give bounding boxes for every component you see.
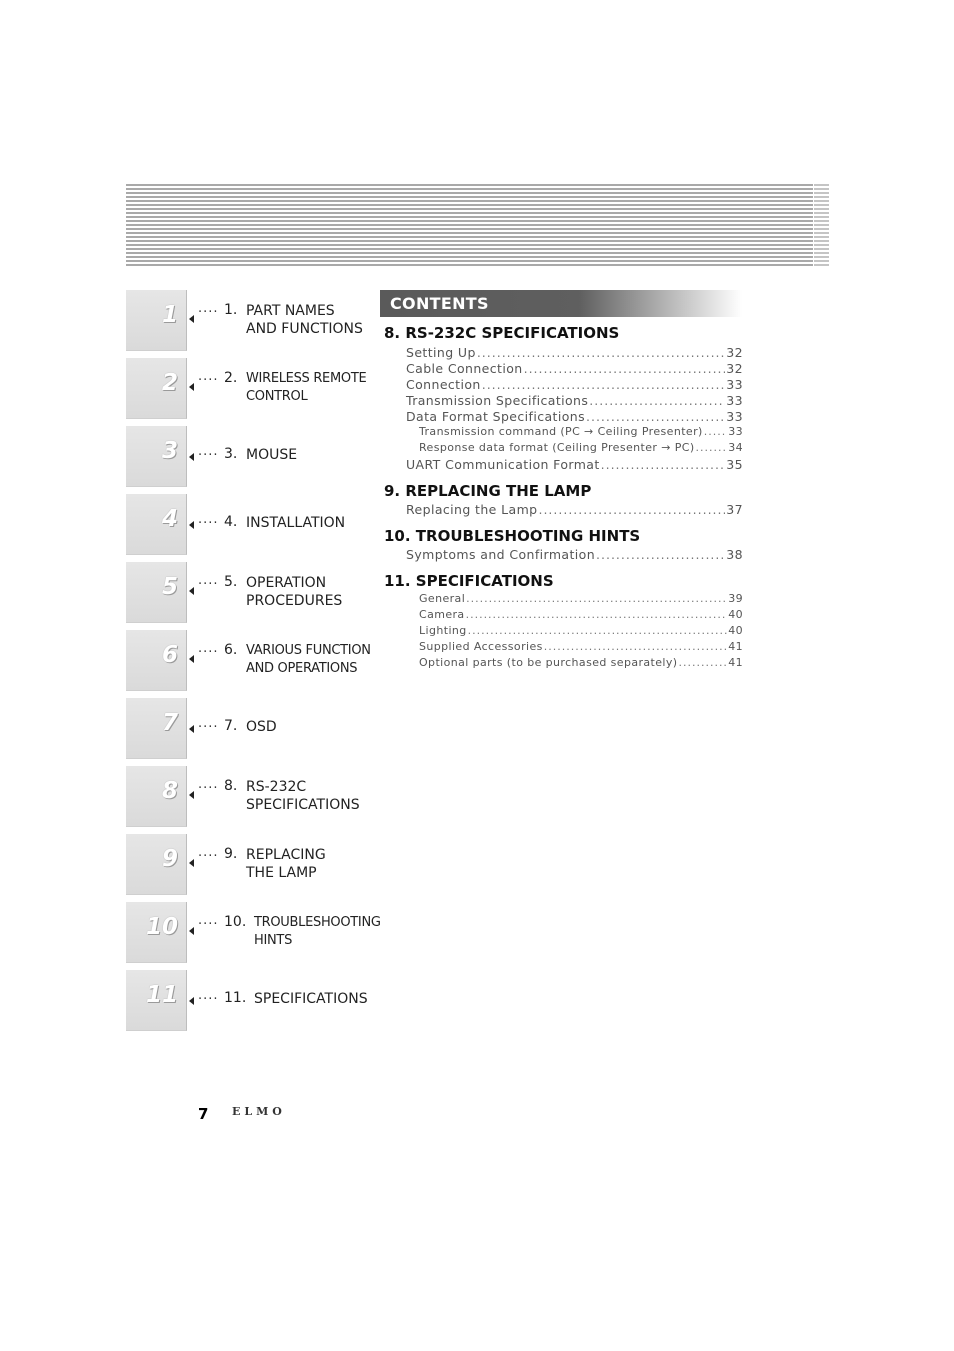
toc-entry[interactable]	[406, 547, 743, 562]
chapter-label-line: VARIOUS FUNCTION	[246, 643, 371, 658]
leader-dots: ····	[198, 516, 219, 531]
toc-entry-page: 41	[728, 656, 743, 669]
leader-dots: ····	[198, 305, 219, 320]
chapter-index: 3.	[224, 446, 238, 462]
chapter-label-line: PART NAMES	[246, 303, 335, 319]
arrow-left-icon	[189, 859, 194, 867]
toc-entry-page: 32	[726, 345, 743, 360]
chapter-label-line: PROCEDURES	[246, 593, 343, 609]
chapter-tab-box	[126, 970, 187, 1031]
leader-dots: ····	[198, 720, 219, 735]
chapter-label	[246, 446, 297, 464]
section-title: 11. SPECIFICATIONS	[384, 572, 554, 590]
chapter-index: 4.	[224, 514, 238, 530]
chapter-label-line: AND FUNCTIONS	[246, 321, 363, 337]
toc-entry[interactable]	[406, 345, 743, 360]
chapter-tab-box	[126, 698, 187, 759]
section-title: 10. TROUBLESHOOTING HINTS	[384, 527, 641, 545]
chapter-tab-2[interactable]	[126, 358, 386, 418]
toc-entry-title: Supplied Accessories	[419, 640, 543, 653]
toc-leader-dots	[544, 640, 727, 653]
toc-entry-title: Connection	[406, 377, 481, 392]
toc-entry-page: 34	[728, 441, 743, 454]
toc-entry[interactable]	[419, 592, 743, 605]
toc-entry[interactable]	[406, 393, 743, 408]
toc-entry[interactable]	[419, 624, 743, 637]
section-title: 9. REPLACING THE LAMP	[384, 482, 592, 500]
leader-dots: ····	[198, 448, 219, 463]
chapter-label-line: HINTS	[254, 933, 293, 948]
chapter-label-line: AND OPERATIONS	[246, 661, 358, 676]
toc-entry-page: 39	[728, 592, 743, 605]
toc-entry[interactable]	[406, 377, 743, 392]
toc-leader-dots	[468, 624, 728, 637]
chapter-tab-10[interactable]	[126, 902, 386, 962]
toc-entry[interactable]	[419, 425, 743, 438]
chapter-label-line: SPECIFICATIONS	[254, 991, 368, 1007]
chapter-number: 10	[145, 914, 178, 940]
leader-dots: ····	[198, 577, 219, 592]
chapter-tab-box	[126, 426, 187, 487]
chapter-label	[246, 370, 366, 406]
toc-leader-dots	[589, 393, 725, 408]
chapter-index: 10.	[224, 914, 247, 930]
toc-entry[interactable]	[419, 441, 743, 454]
toc-entry-page: 33	[726, 409, 743, 424]
toc-entry[interactable]	[406, 457, 743, 472]
arrow-left-icon	[189, 725, 194, 733]
chapter-index: 1.	[224, 302, 238, 318]
arrow-left-icon	[189, 655, 194, 663]
arrow-left-icon	[189, 587, 194, 595]
chapter-number: 6	[161, 642, 178, 668]
toc-leader-dots	[482, 377, 726, 392]
toc-entry-page: 32	[726, 361, 743, 376]
chapter-tab-box	[126, 494, 187, 555]
chapter-label-line: RS-232C	[246, 779, 307, 795]
leader-dots: ····	[198, 992, 219, 1007]
chapter-tab-8[interactable]	[126, 766, 386, 826]
chapter-tab-box	[126, 562, 187, 623]
toc-entry-page: 37	[726, 502, 743, 517]
chapter-label	[254, 914, 381, 950]
arrow-left-icon	[189, 521, 194, 529]
elmo-logo: ELMO	[232, 1105, 286, 1118]
toc-leader-dots	[538, 502, 725, 517]
chapter-number: 1	[161, 302, 178, 328]
toc-leader-dots	[596, 547, 725, 562]
toc-entry-title: Camera	[419, 608, 465, 621]
toc-entry-title: Optional parts (to be purchased separately)	[419, 656, 678, 669]
arrow-left-icon	[189, 315, 194, 323]
chapter-label-line: SPECIFICATIONS	[246, 797, 360, 813]
chapter-tab-box	[126, 290, 187, 351]
chapter-label	[246, 574, 342, 610]
toc-entry-title: UART Communication Format	[406, 457, 600, 472]
toc-entry-title: Symptoms and Confirmation	[406, 547, 596, 562]
chapter-tab-6[interactable]	[126, 630, 386, 690]
arrow-left-icon	[189, 791, 194, 799]
chapter-label-line: MOUSE	[246, 447, 298, 463]
toc-entry-page: 33	[726, 393, 743, 408]
toc-entry-page: 35	[726, 457, 743, 472]
header-stripe-end	[814, 184, 829, 266]
chapter-index: 5.	[224, 574, 238, 590]
toc-entry[interactable]	[406, 502, 743, 517]
chapter-number: 9	[161, 846, 178, 872]
toc-entry-title: Transmission Specifications	[406, 393, 589, 408]
chapter-number: 11	[145, 982, 178, 1008]
chapter-tab-box	[126, 358, 187, 419]
toc-leader-dots	[466, 592, 727, 605]
chapter-label-line: INSTALLATION	[246, 515, 346, 531]
toc-entry[interactable]	[406, 409, 743, 424]
toc-leader-dots	[466, 608, 728, 621]
chapter-index: 11.	[224, 990, 247, 1006]
arrow-left-icon	[189, 927, 194, 935]
toc-leader-dots	[704, 425, 727, 438]
leader-dots: ····	[198, 373, 219, 388]
chapter-index: 6.	[224, 642, 238, 658]
contents-title: CONTENTS	[390, 294, 489, 313]
chapter-label	[246, 642, 371, 678]
chapter-index: 2.	[224, 370, 238, 386]
chapter-label	[246, 846, 326, 882]
chapter-tab-box	[126, 902, 187, 963]
contents-header-bar	[380, 290, 742, 317]
toc-entry-title: General	[419, 592, 466, 605]
chapter-tab-9[interactable]	[126, 834, 386, 894]
chapter-tab-1[interactable]	[126, 290, 386, 350]
chapter-label-line: REPLACING	[246, 847, 326, 863]
chapter-number: 3	[161, 438, 178, 464]
toc-entry-page: 38	[726, 547, 743, 562]
chapter-label	[254, 990, 368, 1008]
arrow-left-icon	[189, 383, 194, 391]
chapter-number: 8	[161, 778, 178, 804]
chapter-tab-11[interactable]	[126, 970, 386, 1030]
chapter-number: 2	[161, 370, 178, 396]
chapter-label	[246, 778, 360, 814]
section-title: 8. RS-232C SPECIFICATIONS	[384, 324, 620, 342]
chapter-index: 7.	[224, 718, 238, 734]
chapter-label-line: THE LAMP	[246, 865, 317, 881]
toc-entry-page: 33	[726, 377, 743, 392]
chapter-label-line: OPERATION	[246, 575, 327, 591]
chapter-tab-box	[126, 766, 187, 827]
leader-dots: ····	[198, 917, 219, 932]
header-stripe-band	[126, 184, 813, 266]
chapter-label	[246, 514, 345, 532]
toc-leader-dots	[696, 441, 728, 454]
toc-entry[interactable]	[419, 640, 743, 653]
toc-entry[interactable]	[419, 656, 743, 669]
chapter-number: 5	[161, 574, 178, 600]
toc-entry-page: 41	[728, 640, 743, 653]
toc-leader-dots	[678, 656, 727, 669]
arrow-left-icon	[189, 453, 194, 461]
chapter-number: 4	[161, 506, 178, 532]
toc-entry[interactable]	[419, 608, 743, 621]
chapter-label-line: WIRELESS REMOTE	[246, 371, 367, 386]
toc-entry-title: Response data format (Ceiling Presenter → PC)	[419, 441, 695, 454]
chapter-label-line: TROUBLESHOOTING	[254, 915, 381, 930]
chapter-index: 9.	[224, 846, 238, 862]
leader-dots: ····	[198, 849, 219, 864]
page-number: 7	[198, 1105, 209, 1123]
leader-dots: ····	[198, 645, 219, 660]
toc-entry-page: 40	[728, 624, 743, 637]
toc-entry[interactable]	[406, 361, 743, 376]
toc-entry-page: 33	[728, 425, 743, 438]
chapter-label-line: OSD	[246, 719, 277, 735]
chapter-index: 8.	[224, 778, 238, 794]
toc-leader-dots	[477, 345, 725, 360]
toc-entry-title: Replacing the Lamp	[406, 502, 538, 517]
chapter-label	[246, 718, 277, 736]
toc-leader-dots	[524, 361, 726, 376]
chapter-tab-5[interactable]	[126, 562, 386, 622]
toc-entry-page: 40	[728, 608, 743, 621]
toc-entry-title: Cable Connection	[406, 361, 523, 376]
toc-entry-title: Transmission command (PC → Ceiling Presenter)	[419, 425, 703, 438]
arrow-left-icon	[189, 997, 194, 1005]
toc-leader-dots	[586, 409, 725, 424]
toc-entry-title: Data Format Specifications	[406, 409, 586, 424]
chapter-tab-4[interactable]	[126, 494, 386, 554]
toc-entry-title: Setting Up	[406, 345, 476, 360]
chapter-label-line: CONTROL	[246, 389, 308, 404]
toc-leader-dots	[601, 457, 726, 472]
chapter-tab-7[interactable]	[126, 698, 386, 758]
leader-dots: ····	[198, 781, 219, 796]
chapter-label	[246, 302, 363, 338]
chapter-tab-3[interactable]	[126, 426, 386, 486]
chapter-tab-box	[126, 630, 187, 691]
chapter-number: 7	[161, 710, 178, 736]
toc-entry-title: Lighting	[419, 624, 467, 637]
chapter-tab-box	[126, 834, 187, 895]
